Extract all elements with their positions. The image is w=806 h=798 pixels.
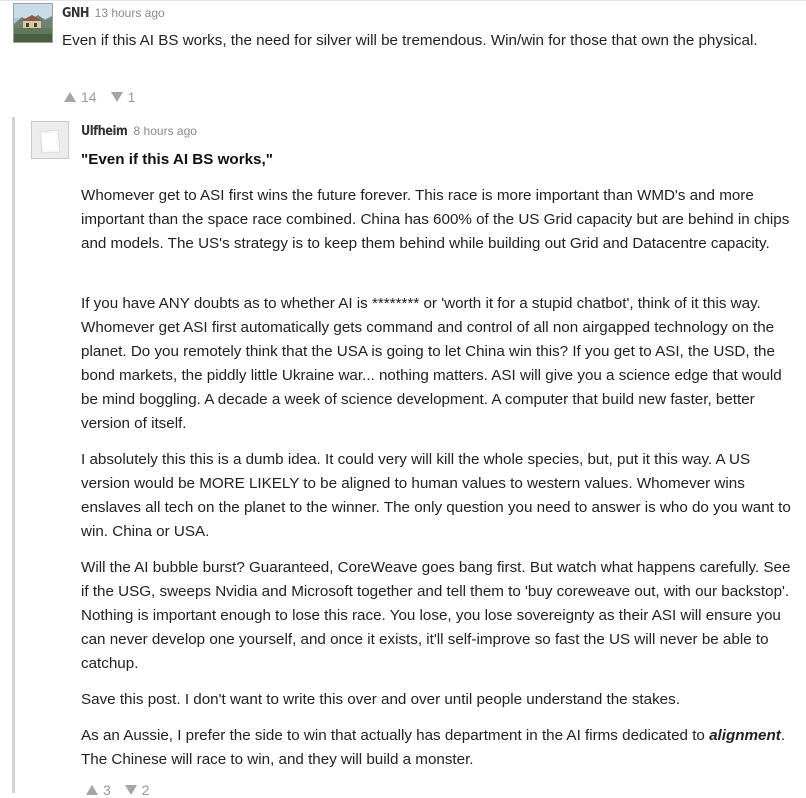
timestamp[interactable]: 8 hours ago (133, 124, 197, 138)
top-divider (0, 0, 806, 1)
upvote-count: 3 (103, 782, 111, 798)
avatar-image (14, 4, 52, 42)
comment-header (62, 6, 165, 21)
avatar[interactable] (31, 121, 69, 159)
paragraph-text: As an Aussie, I prefer the side to win that actually has department in the AI firms dedicated to (81, 727, 710, 744)
upvote-icon[interactable] (86, 785, 98, 795)
paragraph-text: . The Chinese will race to win, and they will build a monster. (81, 727, 786, 768)
downvote-count: 1 (127, 89, 136, 105)
username[interactable]: GNH (62, 6, 89, 21)
comment-body: Even if this AI BS works, the need for silver will be tremendous. Win/win for those that own the physical. (62, 32, 758, 49)
paragraph: I absolutely this this is a dumb idea. It could very will kill the whole species, but, put it this way. A US version would be MORE LIKELY to be aligned to human values to western values. Whomever wins enslaves all tech on the planet to the winner. The only question you need to answer is who do you want to win. China or USA. (81, 451, 791, 540)
reply-thread-line (12, 117, 15, 793)
paragraph: Will the AI bubble burst? Guaranteed, CoreWeave goes bang first. But watch what happens carefully. See if the USG, sweeps Nvidia and Microsoft together and tell them to 'buy coreweave out, with our backstop'. Nothing is important enough to lose this race. You lose, you lose sovereignty as their ASI will ensure you can never develop one yourself, and once it exists, it'll self-improve so fast the US will never be able to catchup. (81, 559, 791, 672)
downvote-count: 2 (141, 782, 150, 798)
vote-bar (86, 782, 150, 798)
downvote-icon[interactable] (111, 92, 123, 102)
upvote-count: 14 (81, 89, 97, 105)
paragraph: If you have ANY doubts as to whether AI is ******** or 'worth it for a stupid chatbot', think of it this way. Whomever get ASI first automatically gets command and control of all non airgapped technology on the planet. Do you remotely think that the USA is going to let China win this? If you get to ASI, the USD, the bond markets, the piddly little Ukraine war... nothing matters. ASI will give you a science edge that would be mind boggling. A decade a week of science development. A computer that build new faster, better version of itself. (81, 295, 782, 432)
quoted-text: "Even if this AI BS works," (81, 151, 273, 168)
comment-header (81, 124, 197, 139)
downvote-icon[interactable] (125, 785, 137, 795)
upvote-icon[interactable] (64, 92, 76, 102)
default-avatar-icon (32, 122, 68, 158)
paragraph: Save this post. I don't want to write this over and over until people understand the stakes. (81, 691, 680, 708)
paragraph: Whomever get to ASI first wins the future forever. This race is more important than WMD's and more important than the space race combined. China has 600% of the US Grid capacity but are behind in chips and models. The US's strategy is to keep them behind while building out Grid and Datacentre capacity. (81, 187, 790, 252)
username[interactable]: Ulfheim (81, 124, 128, 139)
vote-bar (64, 89, 135, 105)
timestamp[interactable]: 13 hours ago (94, 6, 165, 20)
emphasized-text: alignment (709, 727, 781, 744)
avatar[interactable] (13, 3, 53, 43)
paragraph (81, 724, 797, 772)
